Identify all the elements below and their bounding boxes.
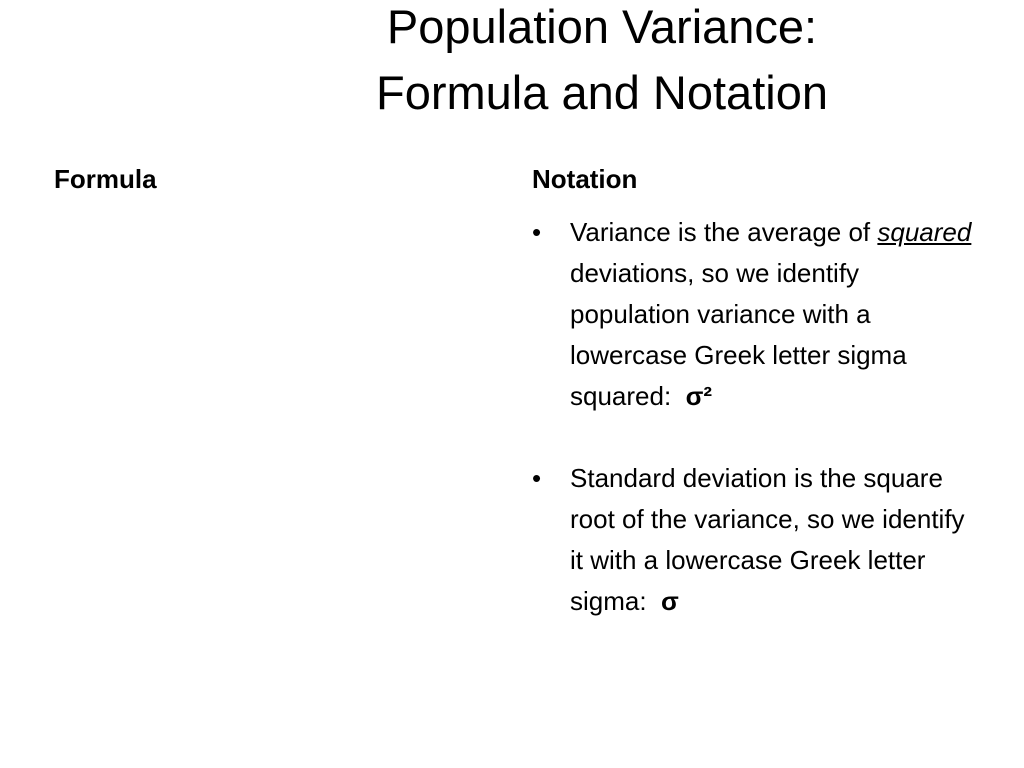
bullet-dot: • [532, 463, 542, 493]
notation-heading: Notation [532, 164, 638, 194]
variance-symbol: σ² [685, 381, 713, 411]
bullet-std-dev [532, 458, 972, 622]
bullet-std-dev-text: Standard deviation is the square root of the variance, so we identify it with a lowercase Greek letter sigma: [570, 463, 965, 616]
title-line-1: Population Variance: [386, 0, 818, 53]
std-dev-symbol: σ [661, 586, 679, 616]
slide-title [180, 0, 1024, 126]
bullet-variance-emphasis: squared [877, 217, 972, 247]
formula-heading: Formula [54, 164, 157, 194]
notation-bullet-list [532, 212, 972, 663]
title-line-2: Formula and Notation [376, 66, 828, 119]
bullet-variance-text-b: deviations, so we identify population variance with a lowercase Greek letter sigma squared: [570, 258, 907, 411]
formula-area [54, 205, 484, 705]
bullet-dot: • [532, 217, 542, 247]
bullet-variance-text-a: Variance is the average of [570, 217, 871, 247]
bullet-variance [532, 212, 972, 417]
